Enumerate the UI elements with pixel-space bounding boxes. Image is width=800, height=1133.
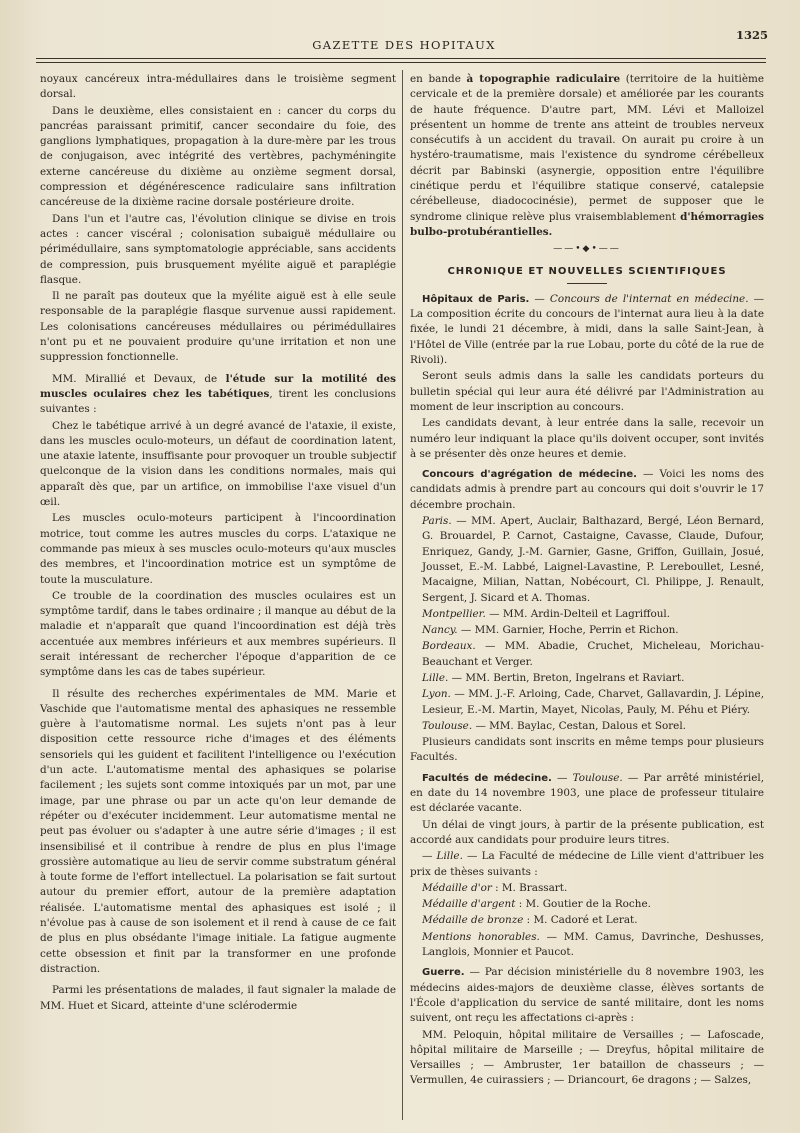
- paragraph-agregation: Concours d'agrégation de médecine. — Voici les noms des candidats admis à prendre part au concours qui doit s'ouvrir le 17 décembre prochain.: [410, 468, 765, 511]
- paragraph: Il résulte des recherches expérimentales de MM. Marie et Vaschide que l'automatisme mental des aphasiques ne ressemble guère à l'automatisme normal. Les sujets n'ont pas à leur disposition cette ressource riche d'images et des éléments sensoriels qui les guident et facilitent l'intelligence ou l'exécution d'un acte. L'automatisme mental des aphasiques se polarise facilement ; les sujets sont comme intoxiqués par un mot, par une image, par une phrase ou par un acte qu'on leur demande de répéter ou d'exécuter incidemment. Leur automatisme mental ne peut pas évoluer ou s'adapter à une autre série d'images ; il est insensibilisé et il contribue à rendre de plus en plus l'image grossière automatique au lieu de servir comme substratum général à toute forme de l'effort intellectuel. La polarisation se fait surtout autour du premier effort, autour de la première adaptation réalisée. L'automatisme mental des aphasiques est isolé ; il n'évolue pas à cause de son isolement et il rend à cause de ce fait de plus en plus obsédante l'image initiale. La fatigue augmente cette obsession et finit par la transformer en une profonde distraction.: [40, 687, 396, 975]
- names: MM. Bertin, Breton, Ingelrans et Raviart.: [465, 671, 685, 684]
- prize-names: : M. Brassart.: [491, 881, 568, 894]
- text: La composition écrite du concours de l'internat aura lieu à la date fixée, le lundi 21 décembre, à midi, dans la salle Saint-Jean, à l'Hôtel de Ville (entrée par la rue Lobau, porte du côté de la rue de Rivoli).: [410, 308, 764, 367]
- list-item: Lyon. — MM. J.-F. Arloing, Cade, Charvet, Gallavardin, J. Lépine, Lesieur, E.-M. Martin, Mayet, Nicolas, Pauly, M. Péhu et Piéry.: [422, 688, 764, 716]
- names: MM. Ardin-Delteil et Lagriffoul.: [502, 607, 671, 620]
- place: Bordeaux.: [422, 640, 476, 653]
- names: MM. Apert, Auclair, Balthazard, Bergé, Léon Bernard, G. Brouardel, P. Carnot, Castaigne, Cavasse, Claude, Dufour, Enriquez, Gandy, J.-M. Garnier, Gasne, Griffon, Guillain, Josué, Jousset, E.-M. Labbé, Laignel-Lavastine, P. Lereboullet, Lesné, Macaigne, Milian, Nattan, Nobécourt, Cl. Philippe, J. Renault, Sergent, J. Sicard et A. Thomas.: [422, 515, 764, 604]
- place: Paris.: [422, 515, 452, 528]
- list-item: Bordeaux. — MM. Abadie, Cruchet, Micheleau, Morichau-Beauchant et Verger.: [422, 640, 764, 668]
- place: Montpellier.: [422, 607, 486, 620]
- paragraph: Chez le tabétique arrivé à un degré avancé de l'ataxie, il existe, dans les muscles oculo-moteurs, un défaut de coordination latent, une ataxie latente, insuffisante pour provoquer un trouble subjectif quelconque de la vision dans les conditions normales, mais qui apparaît dès que, par un artifice, on immobilise l'axe visuel d'un œil.: [40, 419, 396, 509]
- prize-label: Médaille de bronze: [422, 914, 524, 927]
- names: MM. Baylac, Cestan, Dalous et Sorel.: [489, 719, 686, 732]
- section-rule: [567, 283, 607, 284]
- paragraph-guerre: Guerre. — Par décision ministérielle du 8 novembre 1903, les médecins aides-majors de deuxième classe, élèves sortants de l'École d'application du service de santé militaire, dont les noms suivent, ont reçu les affectations ci-après :: [410, 966, 764, 1025]
- paragraph: Dans le deuxième, elles consistaient en : cancer du corps du pancréas paraissant primitif, cancer secondaire du foie, des ganglions lymphatiques, propagation à la dure-mère par les trous de conjugaison, avec intégrité des vertèbres, pachyméningite externe cancéreuse du dixième au onzième segment dorsal, compression et dégénérescence radiculaire sans infiltration cancéreuse de la dixième racine dorsale postérieure droite.: [40, 104, 396, 209]
- place: Lille.: [422, 671, 449, 684]
- list-item: Nancy. — MM. Garnier, Hoche, Perrin et Richon.: [422, 624, 679, 637]
- prize-names: : M. Cadoré et Lerat.: [523, 914, 638, 927]
- text: suivantes :: [40, 403, 97, 416]
- paragraph-continuation: [410, 72, 764, 240]
- paragraph: Parmi les présentations de malades, il faut signaler la malade de MM. Huet et Sicard, atteinte d'une sclérodermie: [40, 984, 396, 1012]
- paragraph: MM. Peloquin, hôpital militaire de Versailles ; — Lafoscade, hôpital militaire de Marseille ; — Dreyfus, hôpital militaire de Versailles ; — Ambruster, 1er bataillon de chasseurs ; — Vermullen, 4e cuirassiers ; — Driancourt, 6e dragons ; — Salzes,: [410, 1028, 764, 1087]
- paragraph: Un délai de vingt jours, à partir de la présente publication, est accordé aux candidats pour produire leurs titres.: [410, 818, 764, 846]
- paragraph: Dans l'un et l'autre cas, l'évolution clinique se divise en trois actes : cancer viscéral ; colonisation subaiguë médullaire ou périmédullaire, sans symptomatologie appréciable, sans accidents de compression, puis brusquement myélite aiguë et paraplégie flasque.: [40, 212, 396, 286]
- paragraph: noyaux cancéreux intra-médullaires dans le troisième segment dorsal.: [40, 73, 396, 101]
- place: Toulouse.: [572, 771, 623, 784]
- item-heading: Guerre.: [422, 967, 465, 979]
- journal-title: GAZETTE DES HOPITAUX: [312, 38, 496, 52]
- prize-label: Médaille d'or: [422, 881, 492, 894]
- prize-names: — MM. Camus, Davrinche, Deshusses, Langlois, Monnier et Paucot.: [422, 930, 764, 959]
- left-column: [40, 72, 396, 1015]
- list-item: [410, 913, 764, 928]
- place: Lille.: [436, 850, 463, 863]
- header-rule-thin: [36, 62, 766, 63]
- text: , tirent les conclusions: [269, 387, 396, 400]
- page-number: 1325: [735, 28, 768, 42]
- list-item: Lille. — MM. Bertin, Breton, Ingelrans et Raviart.: [422, 671, 685, 684]
- candidate-lists: [410, 514, 764, 734]
- paragraph-lille: — Lille. — La Faculté de médecine de Lille vient d'attribuer les prix de thèses suivants :: [410, 850, 764, 878]
- column-divider: [402, 70, 403, 1120]
- paragraph: Ce trouble de la coordination des muscles oculaires est un symptôme tardif, dans le tabes ordinaire ; il manque au début de la maladie et n'apparaît que quand l'incoordination est déjà très accentuée aux membres inférieurs et aux membres supérieurs. Il serait intéressant de rechercher l'époque d'apparition de ce symptôme dans les cas de tabes supérieur.: [40, 589, 396, 679]
- text: Par décision ministérielle du 8 novembre 1903, les médecins aides-majors de deuxième classe, élèves sortants de l'École d'application du service de santé militaire, dont les noms suivent, ont reçu les affectations ci-après :: [410, 966, 764, 1025]
- section-title: CHRONIQUE ET NOUVELLES SCIENTIFIQUES: [447, 265, 727, 277]
- text: La Faculté de médecine de Lille vient d'attribuer les prix de thèses suivants :: [410, 850, 764, 878]
- names: MM. J.-F. Arloing, Cade, Charvet, Gallavardin, J. Lépine, Lesieur, E.-M. Martin, Mayet, Nicolas, Pauly, M. Péhu et Piéry.: [422, 688, 764, 716]
- item-subheading: Concours de l'internat en médecine.: [549, 292, 749, 305]
- item-heading: Concours d'agrégation de médecine.: [422, 469, 637, 481]
- paragraph: Les muscles oculo-moteurs participent à l'incoordination motrice, tout comme les autres muscles du corps. L'ataxique ne commande pas mieux à ses muscles oculo-moteurs qu'aux muscles des membres, et l'incoordination motrice est un symptôme de toute la musculature.: [40, 512, 396, 586]
- list-item: Paris. — MM. Apert, Auclair, Balthazard, Bergé, Léon Bernard, G. Brouardel, P. Carnot, Castaigne, Cavasse, Claude, Dufour, Enriquez, Gandy, J.-M. Garnier, Gasne, Griffon, Guillain, Josué, Jousset, E.-M. Labbé, Laignel-Lavastine, P. Lereboullet, Lesné, Macaigne, Milian, Nattan, Nobécourt, Cl. Philippe, J. Renault, Sergent, J. Sicard et A. Thomas.: [422, 515, 764, 604]
- right-column: [410, 72, 764, 1090]
- prize-names: : M. Goutier de la Roche.: [515, 898, 651, 911]
- paragraph-hopitaux: Hôpitaux de Paris. — Concours de l'internat en médecine. — La composition écrite du concours de l'internat aura lieu à la date fixée, le lundi 21 décembre, à midi, dans la salle Saint-Jean, à l'Hôtel de Ville (entrée par la rue Lobau, porte du côté de la rue de Rivoli).: [410, 292, 764, 367]
- text: en bande: [410, 73, 467, 85]
- ornament-divider: ——•◆•——: [553, 244, 621, 255]
- paragraph: Les candidats devant, à leur entrée dans la salle, recevoir un numéro leur indiquant la place qu'ils doivent occuper, sont invités à se présenter dès onze heures et demie.: [410, 417, 764, 460]
- list-item: Toulouse. — MM. Baylac, Cestan, Dalous et Sorel.: [422, 719, 686, 732]
- place: Toulouse.: [422, 719, 473, 732]
- header-rule: [36, 58, 766, 59]
- list-item: [410, 897, 764, 912]
- text: MM. Mirallié et Devaux, de: [52, 372, 226, 385]
- paragraph-facultes: Facultés de médecine. — Toulouse. — Par arrêté ministériel, en date du 14 novembre 1903, une place de professeur titulaire est déclarée vacante.: [410, 771, 765, 815]
- paragraph-mirallie: [40, 372, 396, 418]
- names: MM. Garnier, Hoche, Perrin et Richon.: [474, 624, 679, 637]
- prize-list: [410, 881, 764, 960]
- paragraph: Plusieurs candidats sont inscrits en même temps pour plusieurs Facultés.: [410, 736, 764, 764]
- text: Voici les noms des candidats admis à prendre part au concours qui doit s'ouvrir le 17 décembre prochain.: [410, 468, 765, 511]
- list-item: [410, 930, 764, 961]
- names: MM. Abadie, Cruchet, Micheleau, Morichau-Beauchant et Verger.: [422, 640, 764, 668]
- place: Nancy.: [422, 624, 458, 637]
- item-heading: Facultés de médecine.: [422, 772, 552, 784]
- bold-text: l'étude sur la motilité des muscles oculaires chez les tabétiques: [40, 372, 396, 400]
- place: Lyon.: [422, 688, 451, 701]
- prize-label: Mentions honorables.: [422, 930, 540, 943]
- text: (territoire de la huitième cervicale et de la première dorsale) et améliorée par les courants de haute fréquence. D'autre part, MM. Lévi et Malloizel présentent un homme de trente ans atteint de troubles nerveux consécutifs à un accident du travail. On aurait pu croire à un hystéro-traumatisme, mais l'existence du syndrome cérébelleux décrit par Babinski (asynergie, opposition entre l'équilibre cinétique perdu et l'équilibre statique conservé, catalepsie cérébelleuse, diadococinésie), permet de supposer que le syndrome clinique relève plus vraisemblablement: [410, 73, 764, 223]
- item-heading: Hôpitaux de Paris.: [422, 293, 530, 305]
- text: Par arrêté ministériel, en date du 14 novembre 1903, une place de professeur titulaire est déclarée vacante.: [410, 771, 765, 815]
- prize-label: Médaille d'argent: [422, 898, 516, 911]
- paragraph: Seront seuls admis dans la salle les candidats porteurs du bulletin spécial qui leur aura été délivré par l'Administration au moment de leur inscription au concours.: [410, 370, 764, 413]
- bold-text: d'hémorragies bulbo-protubérantielles.: [410, 210, 764, 238]
- bold-text: à topographie radiculaire: [466, 73, 621, 85]
- paragraph: Il ne paraît pas douteux que la myélite aiguë est à elle seule responsable de la paraplégie flasque survenue aussi rapidement. Les colonisations cancéreuses médullaires ou périmédullaires n'ont pu et ne pouvaient produire qu'une irritation et non une suppression fonctionnelle.: [40, 290, 396, 364]
- page-header: [40, 30, 768, 70]
- list-item: Montpellier. — MM. Ardin-Delteil et Lagriffoul.: [422, 607, 671, 620]
- list-item: [410, 881, 764, 896]
